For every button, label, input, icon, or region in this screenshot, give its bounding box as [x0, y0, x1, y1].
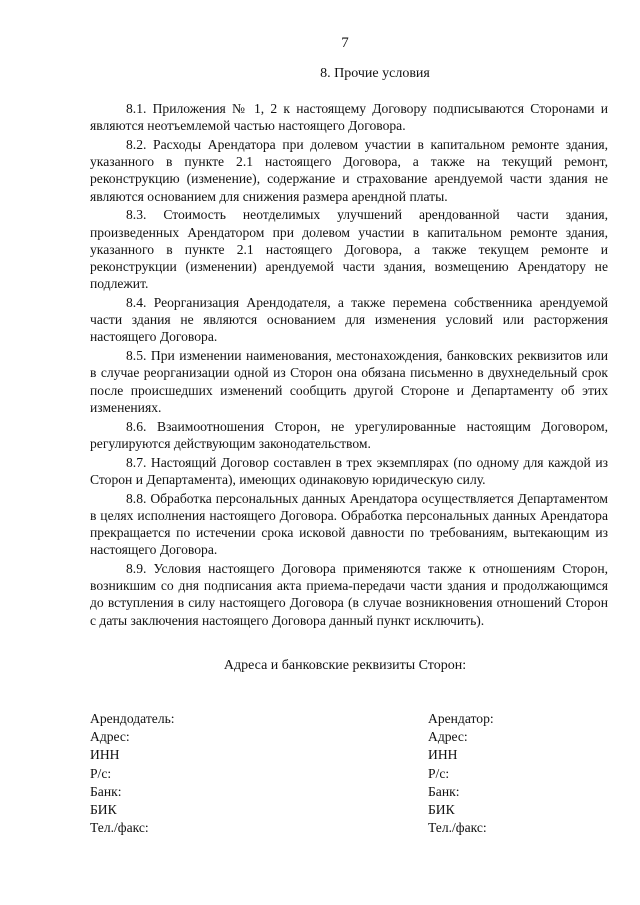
landlord-bik-label: БИК	[90, 802, 117, 818]
landlord-inn-label: ИНН	[90, 747, 120, 763]
tenant-account-label: Р/с:	[428, 765, 450, 781]
tenant-inn-label: ИНН	[428, 747, 458, 763]
requisites-title: Адреса и банковские реквизиты Сторон:	[223, 658, 467, 673]
tenant-title: Арендатор:	[428, 711, 494, 726]
tenant-address-label: Адрес:	[428, 729, 468, 745]
clause-8-3: 8.3. Стоимость неотделимых улучшений арендованной части здания, произведенных Арендатором при долевом участии в капитальном ремонте здания, указанного в пункте 2.1 настоящего Договора, а также текущем ремонте и реконструкции (изменении) арендуемой части здания, возмещению Арендатору не подлежит.	[90, 207, 608, 292]
clause-8-4: 8.4. Реорганизация Арендодателя, а также перемена собственника арендуемой части здания не являются основанием для изменения условий или расторжения настоящего Договора.	[90, 295, 608, 345]
clause-8-1: 8.1. Приложения № 1, 2 к настоящему Договору подписываются Сторонами и являются неотъемлемой частью настоящего Договора.	[90, 101, 608, 134]
page-number: 7	[341, 35, 349, 51]
landlord-account-label: Р/с:	[90, 765, 112, 781]
tenant-bank-label: Банк:	[428, 783, 460, 799]
clause-8-6: 8.6. Взаимоотношения Сторон, не урегулированные настоящим Договором, регулируются действующим законодательством.	[90, 418, 608, 451]
clause-8-5: 8.5. При изменении наименования, местонахождения, банковских реквизитов или в случае реорганизации одной из Сторон она обязана письменно в двухнедельный срок после происшедших изменений сообщить другой Стороне и Департаменту об этих изменениях.	[90, 348, 608, 415]
section-title: 8. Прочие условия	[320, 66, 430, 81]
tenant-phone-label: Тел./факс:	[428, 820, 487, 836]
clause-8-7: 8.7. Настоящий Договор составлен в трех экземплярах (по одному для каждой из Сторон и Департамента), имеющих одинаковую юридическую силу.	[90, 454, 608, 487]
landlord-title: Арендодатель:	[90, 711, 175, 726]
landlord-address-label: Адрес:	[90, 729, 130, 745]
landlord-requisites	[90, 710, 175, 837]
clause-8-8: 8.8. Обработка персональных данных Арендатора осуществляется Департаментом в целях исполнения настоящего Договора. Обработка персональных данных Арендатора прекращается по истечении срока исковой давности по требованиям, вытекающим из настоящего Договора.	[90, 490, 608, 558]
landlord-phone-label: Тел./факс:	[90, 820, 149, 836]
clause-8-2: 8.2. Расходы Арендатора при долевом участии в капитальном ремонте здания, указанного в пункте 2.1 настоящего Договора, а также на текущий ремонт, реконструкцию (изменение), содержание и страхование арендуемой части здания не являются основанием для снижения размера арендной платы.	[90, 137, 608, 204]
tenant-bik-label: БИК	[428, 802, 455, 818]
clause-8-9: 8.9. Условия настоящего Договора применяются также к отношениям Сторон, возникшим со дня подписания акта приема-передачи части здания и продолжающимся до вступления в силу настоящего Договора (в случае возникновения отношений Сторон с даты заключения настоящего Договора данный пункт исключить).	[90, 561, 608, 628]
landlord-bank-label: Банк:	[90, 783, 122, 799]
tenant-requisites	[428, 710, 494, 837]
clauses-list	[90, 100, 608, 629]
